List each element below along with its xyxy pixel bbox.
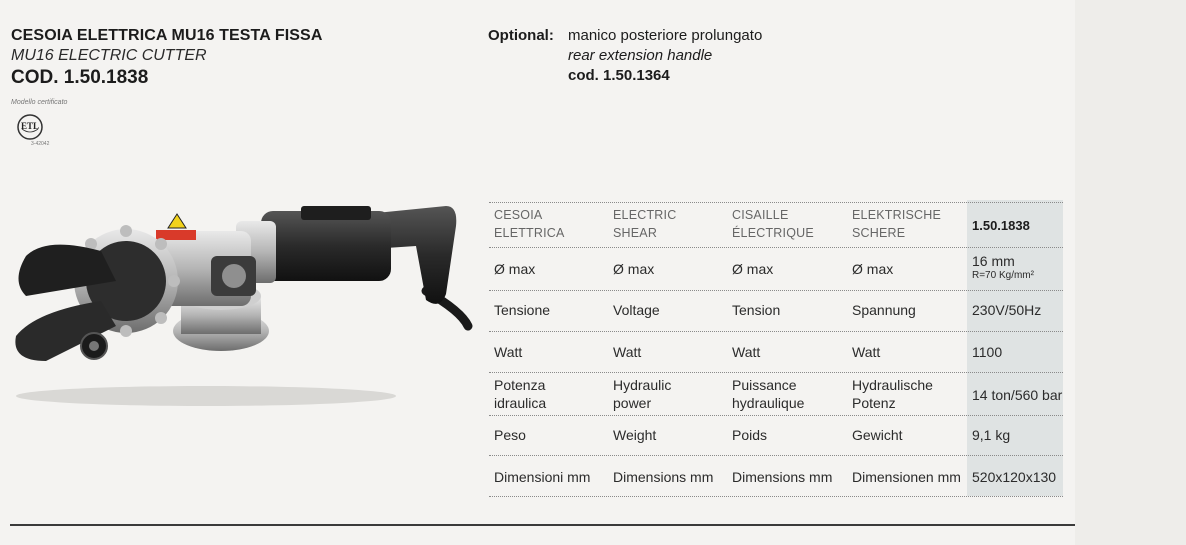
table-cell-value: 520x120x130: [972, 469, 1057, 485]
table-header-cell: ELECTRIC SHEAR: [613, 208, 677, 240]
specifications-table: [489, 200, 1075, 496]
product-code: COD. 1.50.1838: [11, 67, 149, 88]
table-cell: Dimensions mm: [613, 469, 714, 485]
electric-cutter-photo: [6, 186, 476, 421]
certification-code: 3-42042: [31, 141, 50, 147]
table-cell: Ø max: [732, 261, 774, 277]
product-title-block: [11, 26, 322, 90]
product-title-en: MU16 ELECTRIC CUTTER: [11, 47, 207, 64]
table-divider: [489, 202, 1063, 203]
table-cell: Dimensions mm: [732, 469, 833, 485]
table-cell: Hydraulische Potenz: [852, 377, 933, 411]
table-cell: Ø max: [494, 261, 536, 277]
table-divider: [489, 331, 1063, 332]
svg-text:ETL: ETL: [20, 121, 40, 131]
table-cell: Peso: [494, 427, 526, 443]
table-cell: Potenza idraulica: [494, 377, 547, 411]
table-cell: Spannung: [852, 302, 916, 318]
table-cell: Dimensioni mm: [494, 469, 591, 485]
table-cell-value: 230V/50Hz: [972, 302, 1042, 318]
table-cell-value: 9,1 kg: [972, 427, 1011, 443]
table-cell: Tensione: [494, 302, 551, 318]
table-cell: Ø max: [613, 261, 655, 277]
table-divider: [489, 415, 1063, 416]
optional-code: cod. 1.50.1364: [568, 67, 670, 84]
optional-accessory: [568, 26, 762, 86]
table-cell: Watt: [852, 344, 881, 360]
table-cell-value: 14 ton/560 bar: [972, 387, 1063, 403]
table-cell: Tension: [732, 302, 781, 318]
table-cell: Hydraulic power: [613, 377, 672, 411]
table-divider: [489, 455, 1063, 456]
table-header-cell: CESOIA ELETTRICA: [494, 208, 565, 240]
table-header-cell: ELEKTRISCHE SCHERE: [852, 208, 942, 240]
table-divider: [489, 247, 1063, 248]
table-cell: Watt: [613, 344, 642, 360]
table-cell: Weight: [613, 427, 657, 443]
table-header-cell: CISAILLE ÉLECTRIQUE: [732, 208, 814, 240]
certification-label: Modello certificato: [11, 99, 68, 106]
table-cell: Gewicht: [852, 427, 903, 443]
table-cell-value: 16 mm R=70 Kg/mm²: [972, 253, 1034, 281]
optional-label: Optional:: [488, 27, 554, 44]
table-cell-value: 1100: [972, 344, 1003, 360]
product-title-it: CESOIA ELETTRICA MU16 TESTA FISSA: [11, 27, 323, 44]
table-cell: Watt: [732, 344, 761, 360]
optional-name-it: manico posteriore prolungato: [568, 27, 763, 44]
model-code-header: 1.50.1838: [972, 218, 1030, 233]
optional-name-en: rear extension handle: [568, 47, 713, 64]
table-cell: Puissance hydraulique: [732, 377, 805, 411]
table-divider: [489, 290, 1063, 291]
table-cell: Poids: [732, 427, 768, 443]
table-cell: Ø max: [852, 261, 894, 277]
table-cell: Voltage: [613, 302, 660, 318]
table-cell: Watt: [494, 344, 523, 360]
table-divider: [489, 496, 1063, 497]
page-edge-strip: [1075, 0, 1186, 545]
table-divider: [489, 372, 1063, 373]
bottom-rule: [10, 524, 1075, 526]
table-cell: Dimensionen mm: [852, 469, 961, 485]
